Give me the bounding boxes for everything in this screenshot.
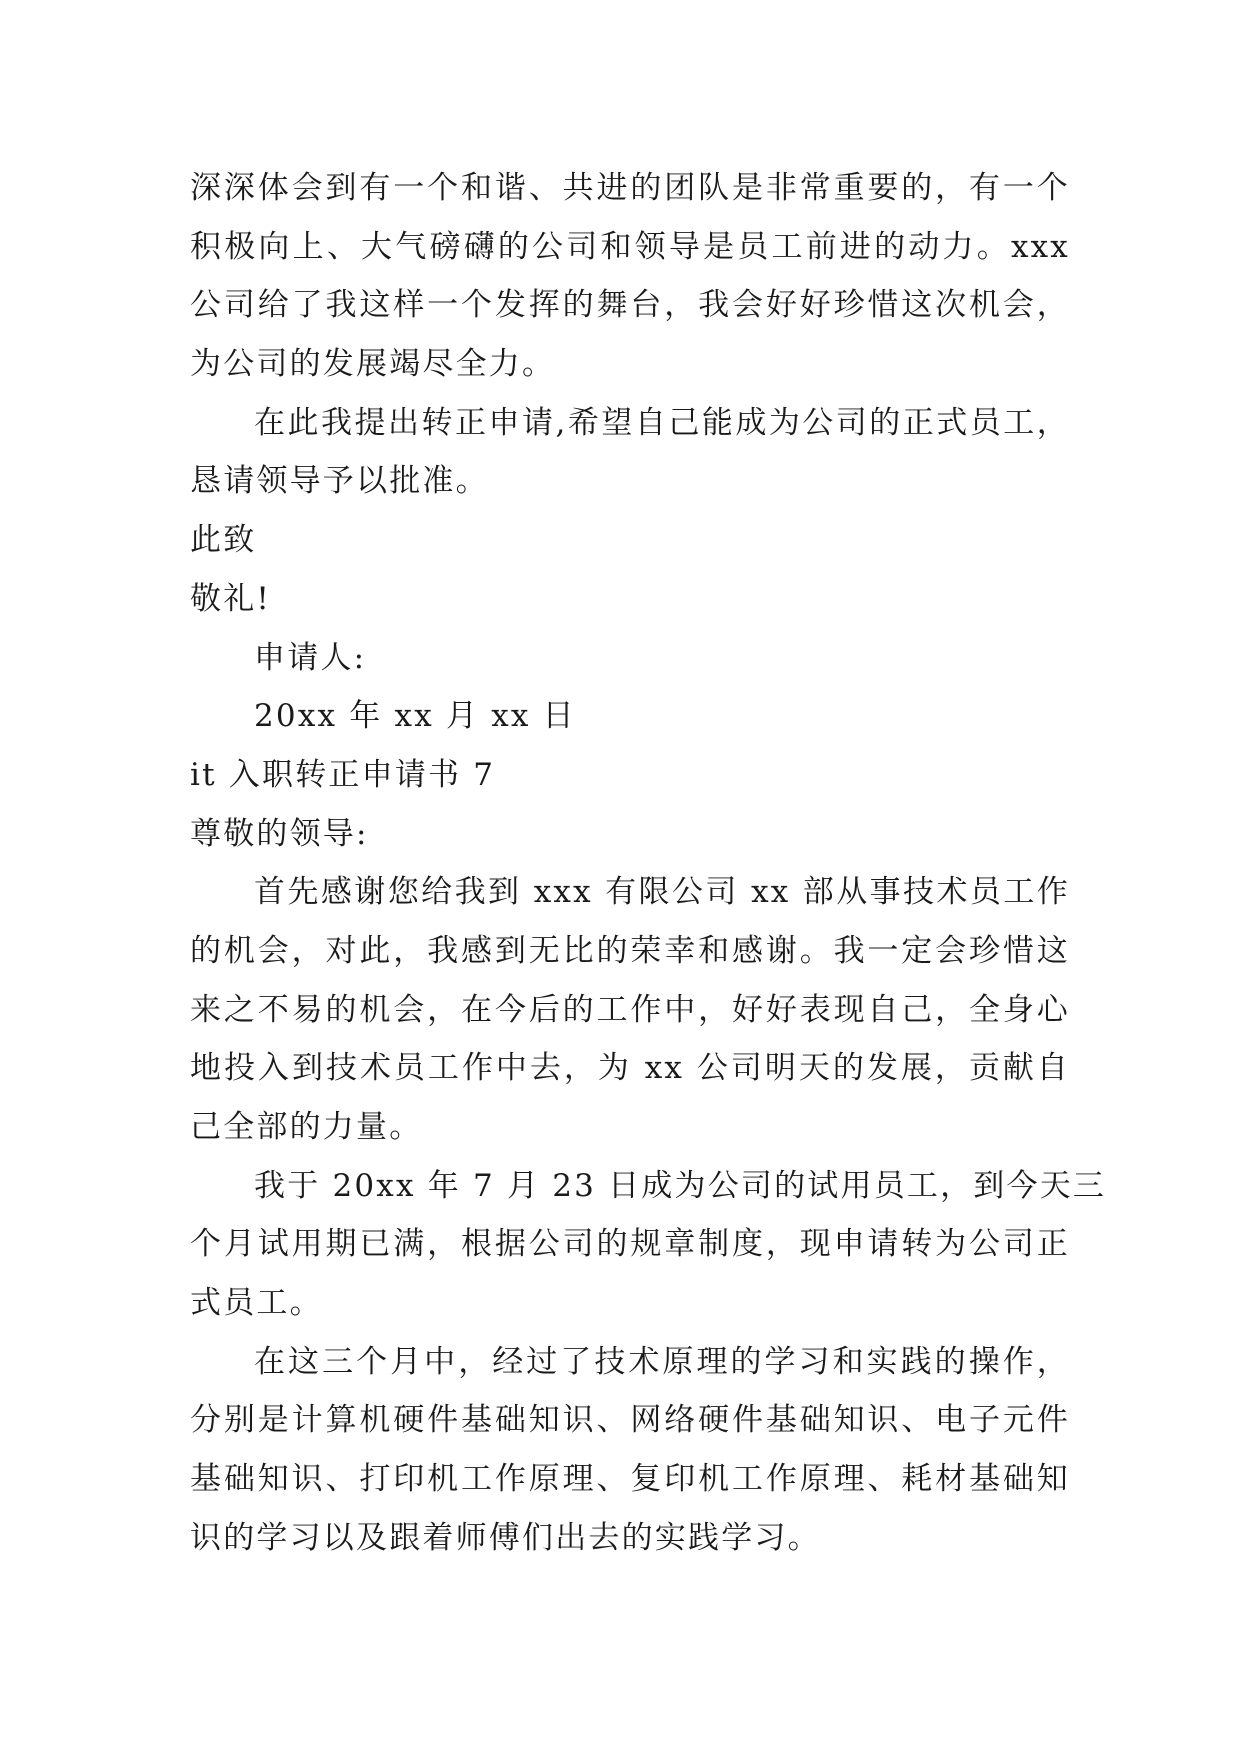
text-line: 深深体会到有一个和谐、共进的团队是非常重要的，有一个 <box>190 170 1070 206</box>
text-line: it 入职转正申请书 7 <box>190 756 496 793</box>
document-body <box>190 159 1107 1568</box>
text-line: 此致 <box>190 522 257 559</box>
text-line: 尊敬的领导: <box>190 815 369 852</box>
text-line: 个月试用期已满，根据公司的规章制度，现申请转为公司正 <box>190 1226 1070 1263</box>
text-line: 的机会，对此，我感到无比的荣幸和感谢。我一定会珍惜这 <box>190 932 1070 969</box>
text-line: 积极向上、大气磅礴的公司和领导是员工前进的动力。xxx <box>190 228 1070 265</box>
text-line: 恳请领导予以批准。 <box>190 463 489 500</box>
text-line: 公司给了我这样一个发挥的舞台，我会好好珍惜这次机会， <box>190 287 1070 324</box>
text-line: 地投入到技术员工作中去，为 xx 公司明天的发展，贡献自 <box>190 1050 1070 1087</box>
text-line: 申请人: <box>254 639 367 676</box>
text-line: 式员工。 <box>190 1285 323 1322</box>
text-line: 识的学习以及跟着师傅们出去的实践学习。 <box>190 1519 821 1556</box>
text-line: 为公司的发展竭尽全力。 <box>190 346 556 383</box>
text-line: 来之不易的机会，在今后的工作中，好好表现自己，全身心 <box>190 991 1070 1028</box>
text-line: 己全部的力量。 <box>190 1109 423 1145</box>
text-line: 20xx 年 xx 月 xx 日 <box>254 698 576 735</box>
text-line: 首先感谢您给我到 xxx 有限公司 xx 部从事技术员工作 <box>254 874 1070 911</box>
text-line: 基础知识、打印机工作原理、复印机工作原理、耗材基础知 <box>190 1461 1070 1498</box>
text-line: 分别是计算机硬件基础知识、网络硬件基础知识、电子元件 <box>190 1402 1070 1439</box>
text-line: 敬礼! <box>190 580 272 617</box>
text-line: 我于 20xx 年 7 月 23 日成为公司的试用员工，到今天三 <box>254 1167 1107 1204</box>
text-line: 在这三个月中，经过了技术原理的学习和实践的操作， <box>254 1343 1070 1380</box>
text-line: 在此我提出转正申请,希望自己能成为公司的正式员工， <box>254 404 1070 441</box>
